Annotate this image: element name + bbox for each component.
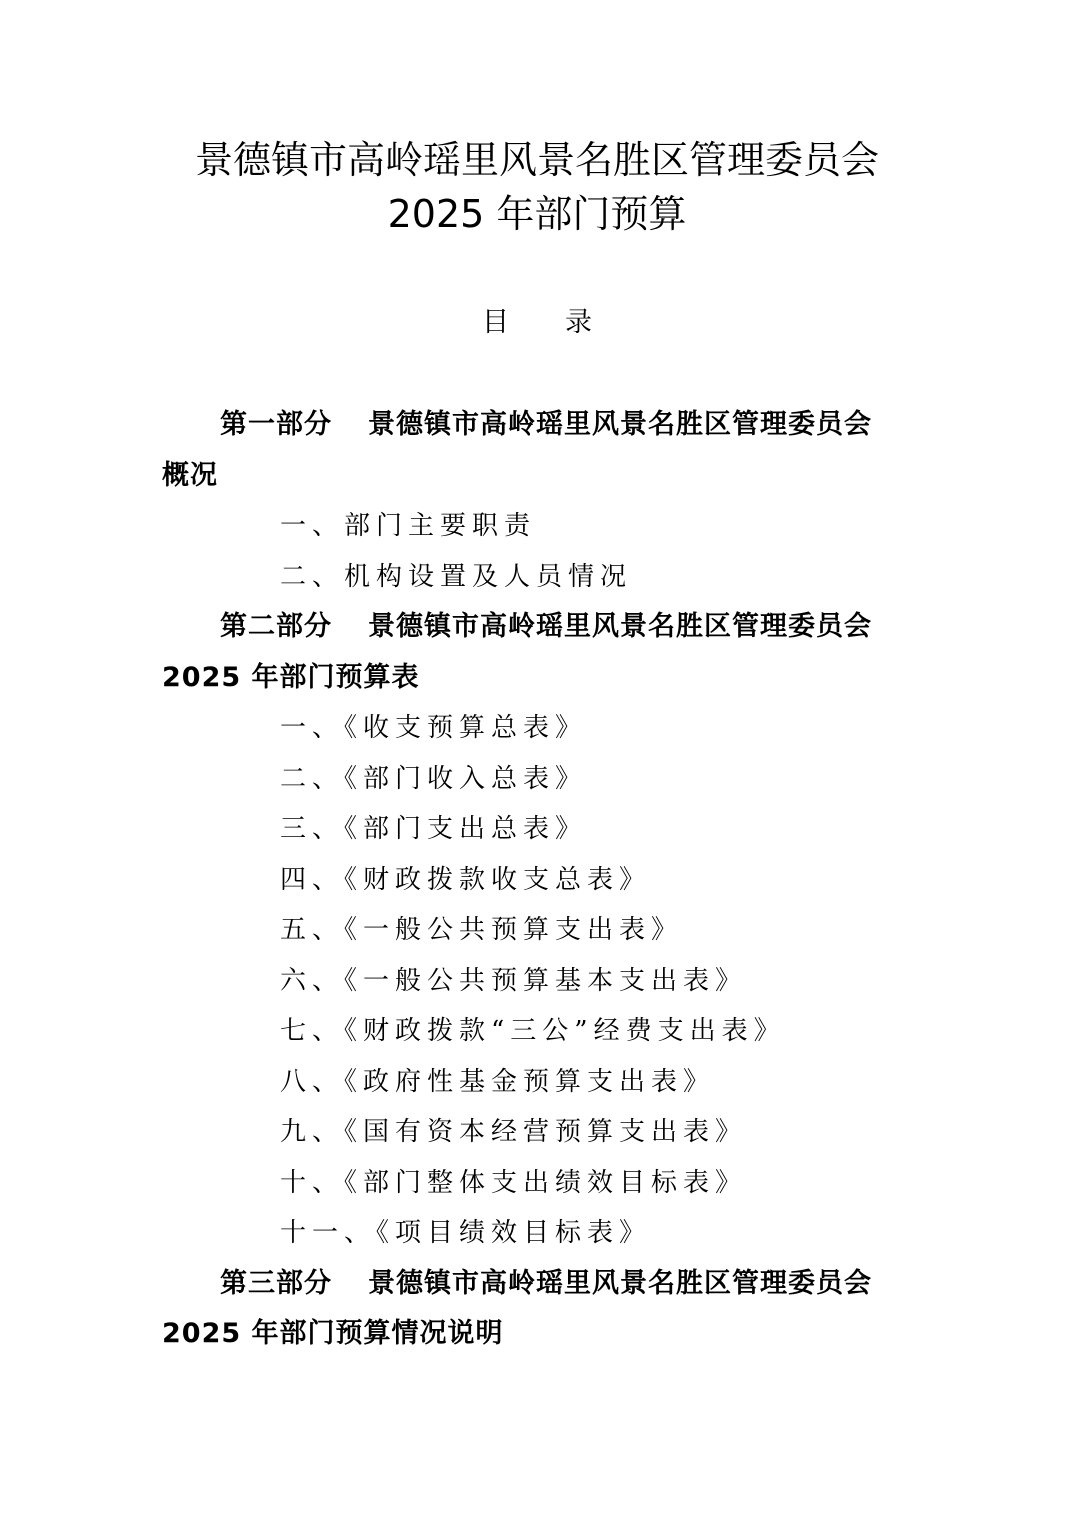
toc-part-2-label: 第二部分 [220, 611, 332, 642]
toc-part-2-continuation[interactable]: 2025 年部门预算表 [162, 662, 420, 693]
toc-item[interactable]: 四、《财政拨款收支总表》 [280, 865, 652, 895]
toc-part-2-name: 景德镇市高岭瑶里风景名胜区管理委员会 [368, 611, 872, 642]
toc-item[interactable]: 九、《国有资本经营预算支出表》 [280, 1117, 748, 1147]
document-title-line1: 景德镇市高岭瑶里风景名胜区管理委员会 [194, 138, 879, 182]
toc-item[interactable]: 二、机构设置及人员情况 [280, 562, 633, 592]
toc-part-3-heading[interactable] [220, 1267, 920, 1301]
toc-part-1-heading[interactable] [220, 408, 920, 442]
toc-item[interactable]: 八、《政府性基金预算支出表》 [280, 1067, 716, 1097]
toc-part-1-name: 景德镇市高岭瑶里风景名胜区管理委员会 [368, 409, 872, 440]
toc-item[interactable]: 五、《一般公共预算支出表》 [280, 915, 684, 945]
toc-item[interactable]: 七、《财政拨款“三公”经费支出表》 [280, 1016, 786, 1046]
toc-part-3-name: 景德镇市高岭瑶里风景名胜区管理委员会 [368, 1268, 872, 1299]
toc-part-1-label: 第一部分 [220, 409, 332, 440]
toc-item[interactable]: 一、《收支预算总表》 [280, 713, 588, 743]
toc-part-2-heading[interactable] [220, 610, 920, 644]
toc-item[interactable]: 二、《部门收入总表》 [280, 764, 588, 794]
toc-part-3-continuation[interactable]: 2025 年部门预算情况说明 [162, 1318, 504, 1349]
toc-heading: 目录 [482, 307, 648, 338]
toc-item[interactable]: 十、《部门整体支出绩效目标表》 [280, 1168, 748, 1198]
toc-part-3-label: 第三部分 [220, 1268, 332, 1299]
toc-item[interactable]: 三、《部门支出总表》 [280, 814, 588, 844]
toc-item[interactable]: 十一、《项目绩效目标表》 [280, 1218, 652, 1248]
toc-item[interactable]: 一、部门主要职责 [280, 511, 537, 541]
toc-item[interactable]: 六、《一般公共预算基本支出表》 [280, 966, 748, 996]
toc-part-1-continuation[interactable]: 概况 [162, 460, 218, 491]
document-title-line2: 2025 年部门预算 [387, 192, 687, 236]
